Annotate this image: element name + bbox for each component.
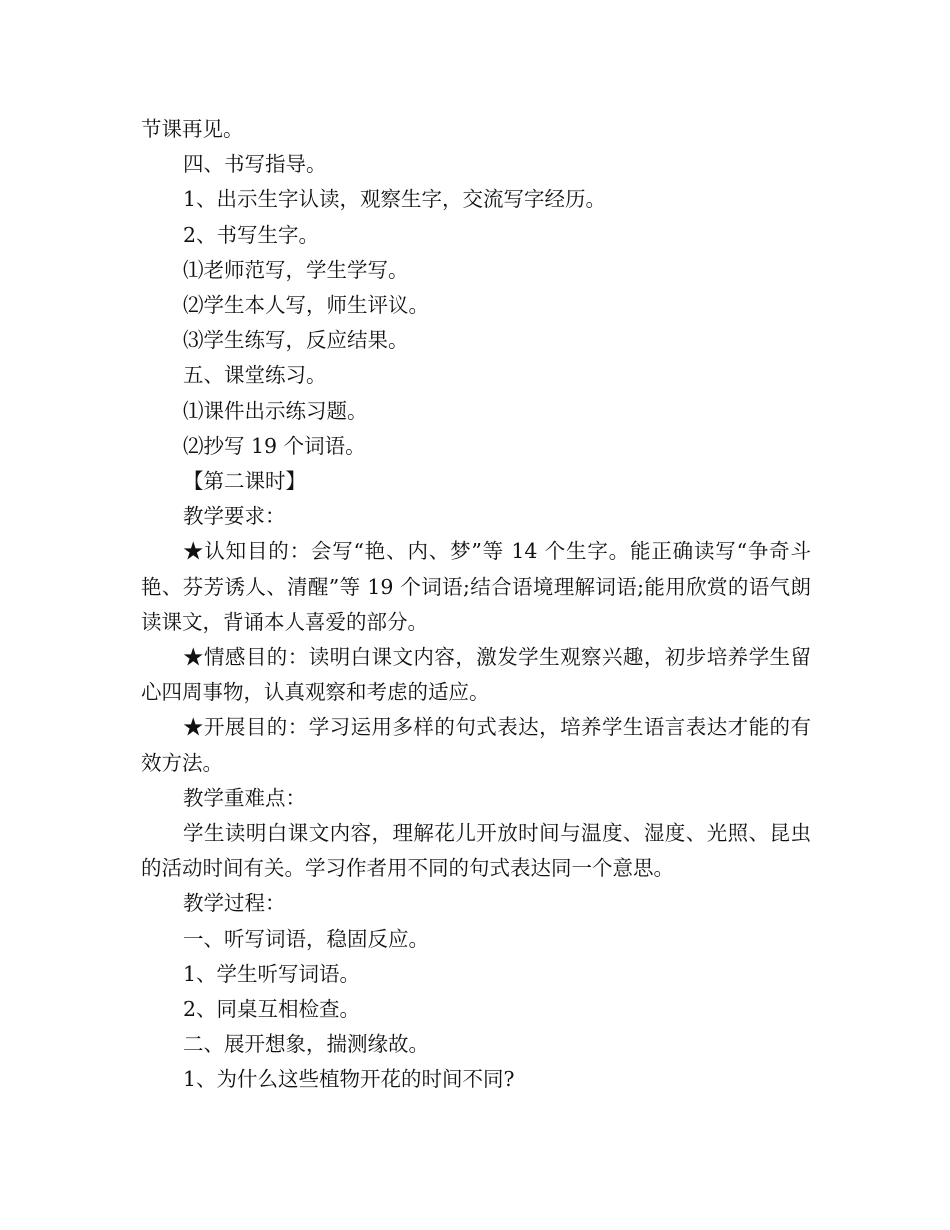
paragraph: 2、同桌互相检查。 — [183, 997, 361, 1022]
section-heading: 五、课堂练习。 — [183, 363, 327, 388]
paragraph: 1、出示生字认读，观察生字，交流写字经历。 — [183, 187, 607, 212]
paragraph: ⑴课件出示练习题。 — [183, 398, 368, 423]
goal-paragraph: ★认知目的：会写“艳、内、梦”等 14 个生字。能正确读写“争奇斗艳、芬芳诱人、清醒”等 19 个词语;结合语境理解词语;能用欣赏的语气朗读课文，背诵本人喜爱的部分。 — [141, 539, 811, 634]
goal-paragraph: ★开展目的：学习运用多样的句式表达，培养学生语言表达才能的有效方法。 — [141, 715, 811, 775]
paragraph: 2、书写生字。 — [183, 222, 320, 247]
paragraph: ⑵学生本人写，师生评议。 — [183, 293, 429, 318]
paragraph: 学生读明白课文内容，理解花儿开放时间与温度、湿度、光照、昆虫的活动时间有关。学习作者用不同的句式表达同一个意思。 — [141, 821, 811, 881]
section-heading: 四、书写指导。 — [183, 152, 327, 177]
lesson-heading: 【第二课时】 — [183, 469, 306, 494]
paragraph: 1、学生听写词语。 — [183, 961, 361, 986]
paragraph: ⑴老师范写，学生学写。 — [183, 257, 409, 282]
paragraph: 1、为什么这些植物开花的时间不同? — [183, 1067, 515, 1092]
paragraph: ⑶学生练写，反应结果。 — [183, 328, 409, 353]
section-heading: 二、展开想象，揣测缘故。 — [183, 1032, 429, 1057]
subheading: 教学重难点： — [183, 785, 306, 810]
section-heading: 一、听写词语，稳固反应。 — [183, 926, 429, 951]
goal-paragraph: ★情感目的：读明白课文内容，激发学生观察兴趣，初步培养学生留心四周事物，认真观察和考虑的适应。 — [141, 645, 811, 705]
subheading: 教学过程： — [183, 891, 286, 916]
subheading: 教学要求： — [183, 504, 286, 529]
document-body — [141, 112, 811, 1098]
paragraph: ⑵抄写 19 个词语。 — [183, 433, 366, 458]
paragraph: 节课再见。 — [141, 117, 244, 141]
